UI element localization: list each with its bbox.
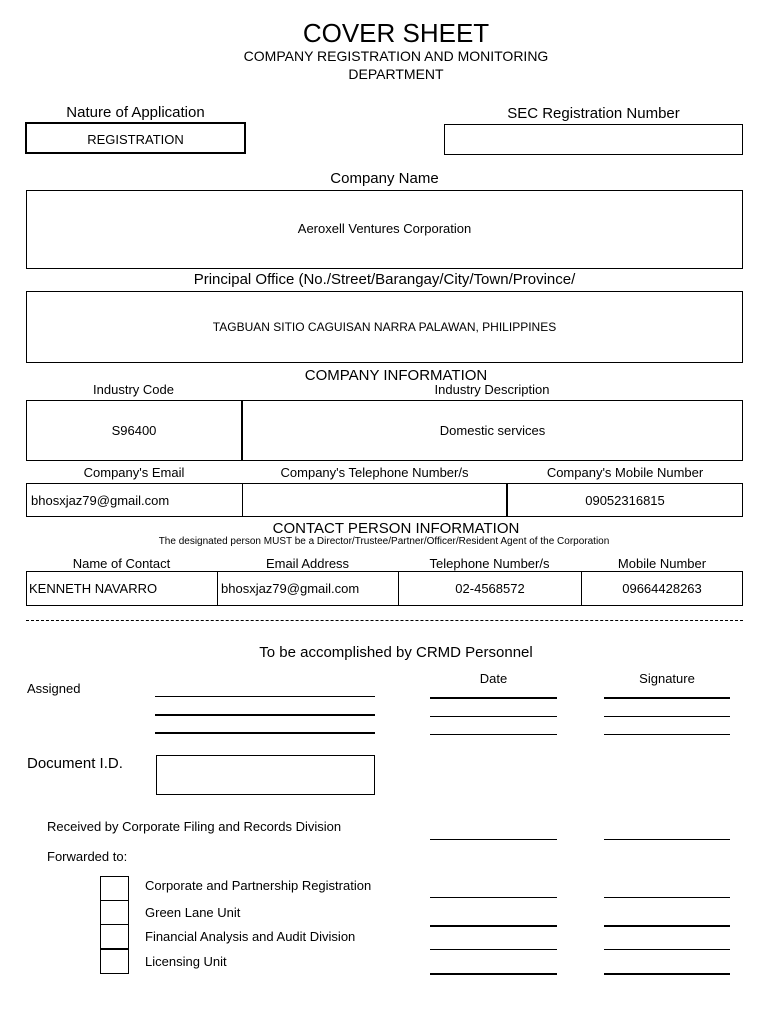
- company-telephone-field[interactable]: [242, 483, 508, 517]
- contact-person-heading: CONTACT PERSON INFORMATION: [272, 520, 520, 537]
- industry-code-label: Industry Code: [93, 382, 174, 397]
- contact-email-value: bhosxjaz79@gmail.com: [221, 581, 360, 596]
- received-label: Received by Corporate Filing and Records Division: [47, 819, 342, 834]
- company-information-heading: COMPANY INFORMATION: [304, 367, 488, 384]
- forward-financial-analysis-checkbox[interactable]: [100, 924, 129, 949]
- forward-signature-line[interactable]: [604, 925, 730, 927]
- forward-licensing-checkbox[interactable]: [100, 949, 129, 974]
- assigned-label: Assigned: [27, 681, 81, 696]
- company-mobile-field[interactable]: [506, 483, 743, 517]
- received-date-line[interactable]: [430, 839, 557, 840]
- forward-date-line[interactable]: [430, 897, 557, 898]
- forward-date-line[interactable]: [430, 925, 557, 927]
- document-id-field[interactable]: [156, 755, 375, 795]
- forward-green-lane-checkbox[interactable]: [100, 900, 129, 925]
- assigned-date-line[interactable]: [430, 734, 557, 735]
- forward-option-label: Corporate and Partnership Registration: [145, 878, 372, 893]
- page-subtitle-line1: COMPANY REGISTRATION AND MONITORING: [243, 48, 549, 64]
- contact-name-value: KENNETH NAVARRO: [29, 581, 158, 596]
- forward-signature-line[interactable]: [604, 973, 730, 975]
- forward-option-label: Licensing Unit: [145, 954, 227, 969]
- assigned-signature-line[interactable]: [604, 697, 730, 699]
- forward-option-label: Financial Analysis and Audit Division: [145, 929, 356, 944]
- forward-signature-line[interactable]: [604, 897, 730, 898]
- company-name-label: Company Name: [330, 170, 439, 187]
- forward-option-label: Green Lane Unit: [145, 905, 241, 920]
- forward-date-line[interactable]: [430, 973, 557, 975]
- principal-office-value: TAGBUAN SITIO CAGUISAN NARRA PALAWAN, PHILIPPINES: [212, 320, 557, 334]
- assigned-name-line[interactable]: [155, 714, 375, 716]
- company-telephone-label: Company's Telephone Number/s: [280, 465, 469, 480]
- crmd-heading: To be accomplished by CRMD Personnel: [259, 644, 533, 661]
- forward-signature-line[interactable]: [604, 949, 730, 950]
- assigned-name-line[interactable]: [155, 696, 375, 697]
- contact-mobile-field[interactable]: [581, 571, 743, 606]
- received-signature-line[interactable]: [604, 839, 730, 840]
- company-mobile-label: Company's Mobile Number: [546, 465, 704, 480]
- nature-of-application-value: REGISTRATION: [87, 132, 184, 147]
- assigned-signature-line[interactable]: [604, 716, 730, 717]
- contact-email-header: Email Address: [265, 556, 350, 571]
- company-name-field[interactable]: [26, 190, 743, 269]
- company-email-field[interactable]: [26, 483, 243, 517]
- company-name-value: Aeroxell Ventures Corporation: [297, 221, 472, 236]
- page-subtitle-line2: DEPARTMENT: [348, 66, 444, 82]
- contact-telephone-value: 02-4568572: [455, 581, 525, 596]
- company-email-value: bhosxjaz79@gmail.com: [31, 493, 170, 508]
- assigned-name-line[interactable]: [155, 732, 375, 734]
- contact-mobile-header: Mobile Number: [617, 556, 707, 571]
- contact-mobile-value: 09664428263: [622, 581, 702, 596]
- contact-telephone-field[interactable]: [398, 571, 582, 606]
- contact-name-header: Name of Contact: [72, 556, 171, 571]
- contact-telephone-header: Telephone Number/s: [429, 556, 550, 571]
- forward-corporate-registration-checkbox[interactable]: [100, 876, 129, 901]
- signature-column-label: Signature: [639, 671, 695, 686]
- principal-office-field[interactable]: [26, 291, 743, 363]
- date-column-label: Date: [479, 671, 508, 686]
- contact-person-note: The designated person MUST be a Director/Trustee/Partner/Officer/Resident Agent of the Corporation: [158, 536, 610, 547]
- assigned-date-line[interactable]: [430, 697, 557, 699]
- industry-description-field[interactable]: [241, 400, 743, 461]
- dashed-separator: [26, 620, 743, 621]
- contact-email-field[interactable]: [217, 571, 399, 606]
- sec-registration-field[interactable]: [444, 124, 743, 155]
- assigned-date-line[interactable]: [430, 716, 557, 717]
- page-title: COVER SHEET: [302, 18, 490, 48]
- industry-code-field[interactable]: [26, 400, 242, 461]
- contact-name-field[interactable]: [26, 571, 218, 606]
- industry-code-value: S96400: [111, 423, 157, 438]
- nature-of-application-field[interactable]: [25, 122, 246, 154]
- forwarded-label: Forwarded to:: [47, 849, 128, 864]
- document-id-label: Document I.D.: [27, 755, 123, 772]
- forward-date-line[interactable]: [430, 949, 557, 950]
- principal-office-label: Principal Office (No./Street/Barangay/City/Town/Province/: [193, 271, 576, 288]
- company-mobile-value: 09052316815: [585, 493, 665, 508]
- industry-description-value: Domestic services: [439, 423, 546, 438]
- nature-of-application-label: Nature of Application: [66, 104, 205, 121]
- company-email-label: Company's Email: [83, 465, 185, 480]
- industry-description-label: Industry Description: [434, 382, 550, 397]
- assigned-signature-line[interactable]: [604, 734, 730, 735]
- sec-registration-label: SEC Registration Number: [507, 105, 680, 122]
